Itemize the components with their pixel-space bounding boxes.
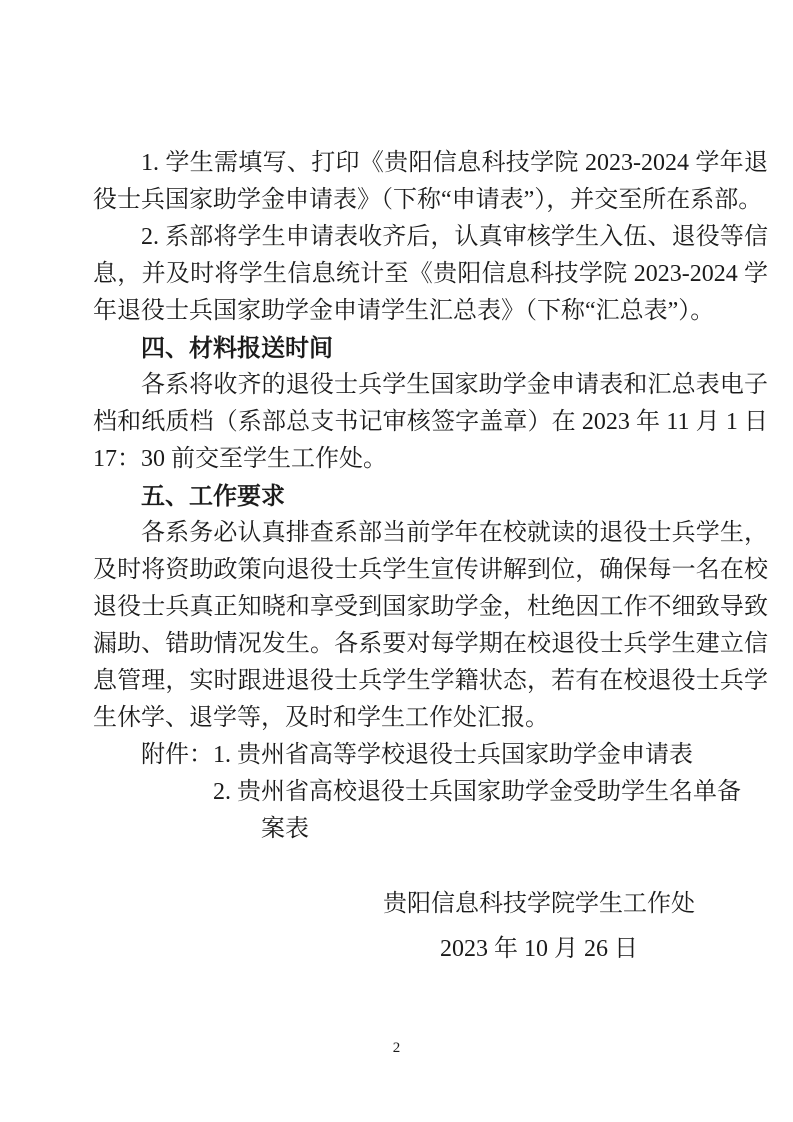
section-heading-4: 四、材料报送时间 — [141, 335, 333, 362]
paragraph-item-2: 2. 系部将学生申请表收齐后，认真审核学生入伍、退役等信息，并及时将学生信息统计至《贵阳信息科技学院 2023-2024 学年退役士兵国家助学金申请学生汇总表》（下称“汇总表”）。 — [93, 224, 768, 324]
attachments-list — [213, 737, 748, 848]
section-heading-5: 五、工作要求 — [141, 483, 285, 510]
signature-inner — [383, 882, 695, 972]
signature-organization: 贵阳信息科技学院学生工作处 — [383, 891, 695, 917]
paragraph-section-4: 各系将收齐的退役士兵学生国家助学金申请表和汇总表电子档和纸质档（系部总支书记审核签字盖章）在 2023 年 11 月 1 日 17：30 前交至学生工作处。 — [93, 372, 768, 472]
signature-date: 2023 年 10 月 26 日 — [440, 936, 638, 962]
attachments-label: 附件： — [141, 742, 213, 768]
signature-block — [93, 882, 768, 972]
attachment-item-2: 2. 贵州省高校退役士兵国家助学金受助学生名单备案表 — [213, 779, 741, 842]
attachment-item-1: 1. 贵州省高等学校退役士兵国家助学金申请表 — [213, 742, 693, 768]
attachments-block — [141, 737, 768, 848]
document-body — [93, 145, 768, 972]
page-number: 2 — [392, 1040, 401, 1056]
paragraph-section-5: 各系务必认真排查系部当前学年在校就读的退役士兵学生，及时将资助政策向退役士兵学生宣传讲解到位，确保每一名在校退役士兵真正知晓和享受到国家助学金，杜绝因工作不细致导致漏助、错助情况发生。各系要对每学期在校退役士兵学生建立信息管理，实时跟进退役士兵学生学籍状态，若有在校退役士兵学生休学、退学等，及时和学生工作处汇报。 — [93, 520, 768, 731]
paragraph-item-1: 1. 学生需填写、打印《贵阳信息科技学院 2023-2024 学年退役士兵国家助学金申请表》（下称“申请表”），并交至所在系部。 — [93, 150, 768, 213]
